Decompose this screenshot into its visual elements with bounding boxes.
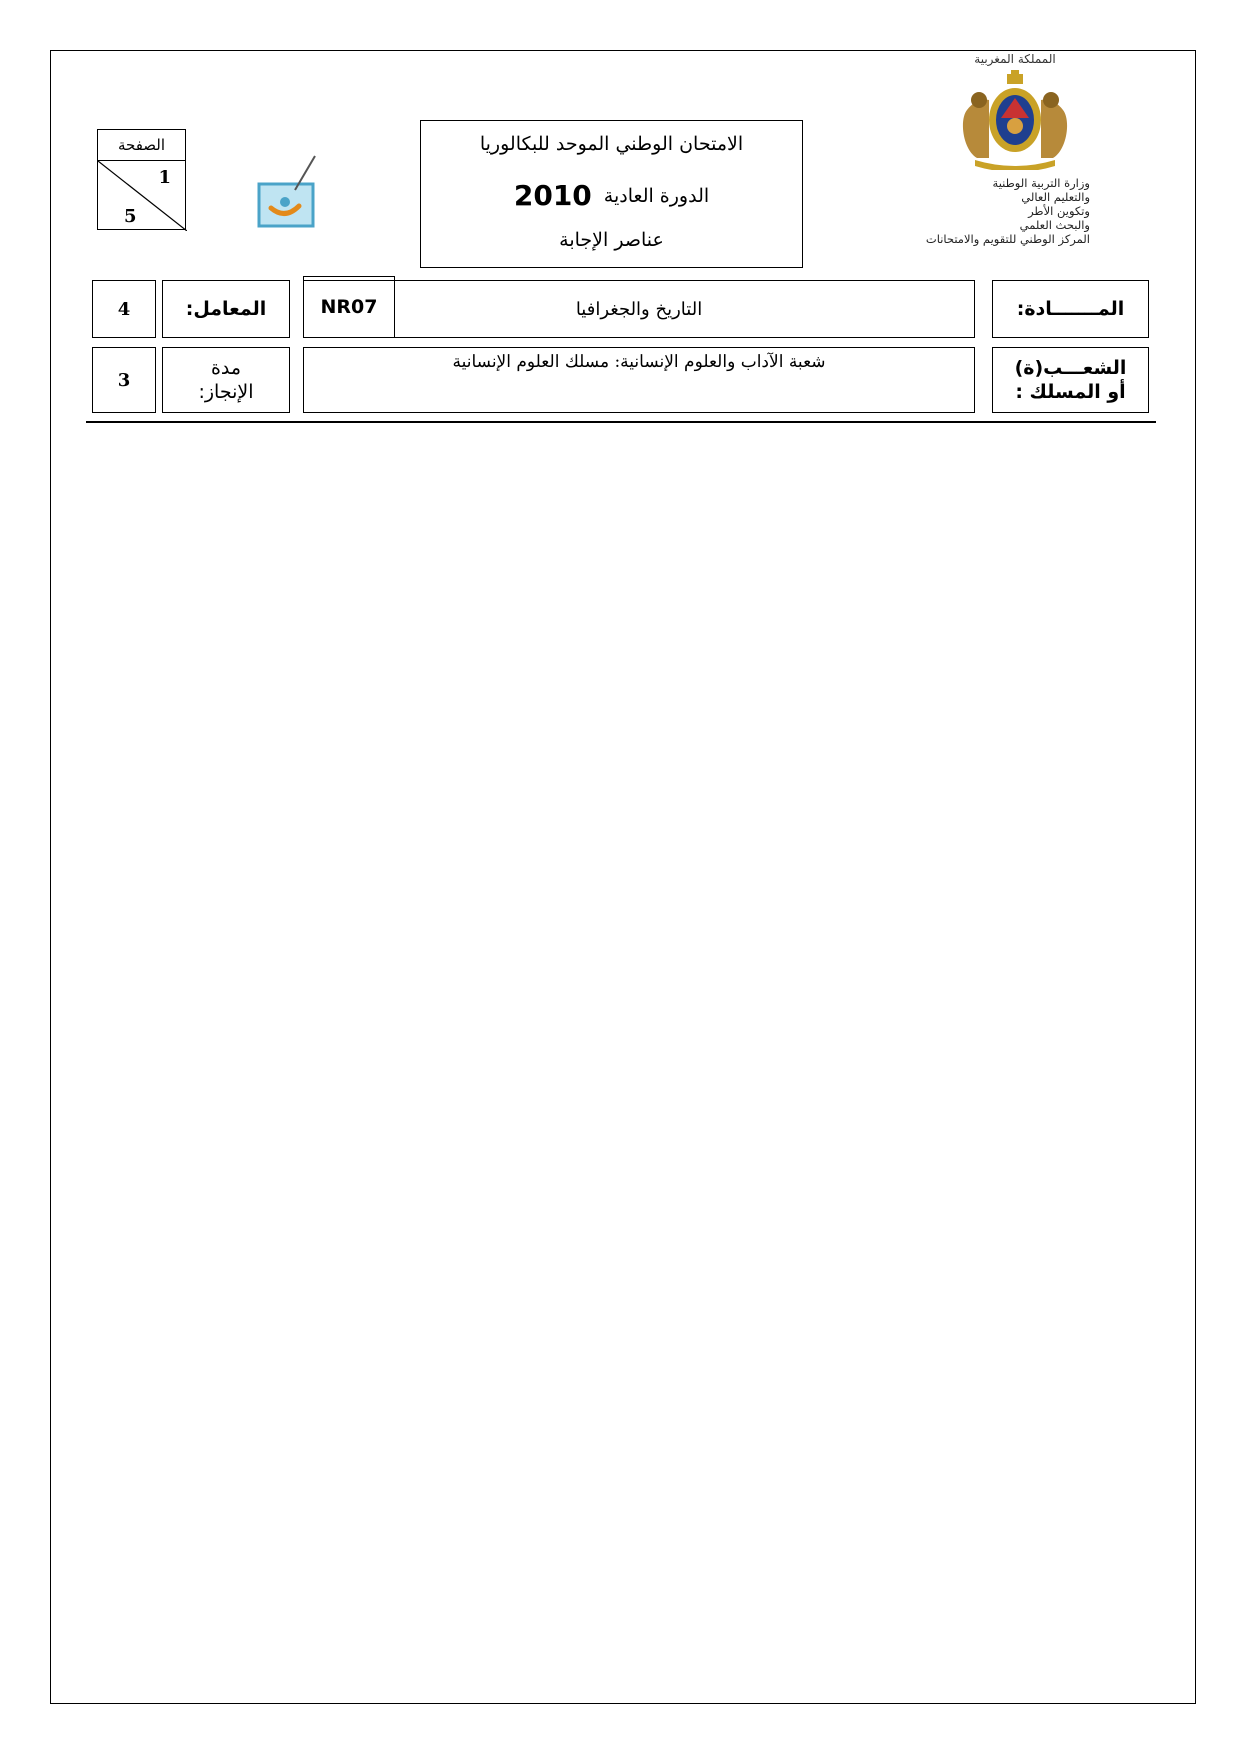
coat-of-arms-icon: [945, 70, 1085, 170]
page-total: 5: [124, 206, 137, 227]
page-current: 1: [158, 167, 171, 188]
exam-center-logo-icon: [255, 150, 321, 230]
duration-label: [162, 347, 290, 413]
duration-label-line2: الإنجاز:: [198, 381, 254, 403]
coefficient-value: 4: [92, 280, 156, 338]
kingdom-label: المملكة المغربية: [974, 52, 1056, 66]
branch-label-line2: أو المسلك :: [1015, 381, 1126, 403]
exam-session: [421, 179, 802, 212]
exam-year: 2010: [513, 179, 592, 212]
exam-title: الامتحان الوطني الموحد للبكالوريا: [479, 133, 744, 155]
page-number-box: [97, 160, 186, 230]
session-label: الدورة العادية: [603, 184, 710, 207]
branch-value: شعبة الآداب والعلوم الإنسانية: مسلك العلوم الإنسانية: [303, 347, 975, 413]
subject-value: التاريخ والجغرافيا: [303, 280, 975, 338]
page-label: الصفحة: [97, 129, 186, 161]
exam-title-box: [420, 120, 803, 268]
ministry-line: المركز الوطني للتقويم والامتحانات: [925, 232, 1090, 246]
ministry-block: [890, 176, 1090, 246]
exam-type: عناصر الإجابة: [559, 229, 664, 251]
diagonal-divider: [98, 161, 187, 231]
branch-label: [992, 347, 1149, 413]
duration-label-line1: مدة: [210, 357, 242, 379]
ministry-line: وزارة التربية الوطنية: [992, 176, 1090, 190]
ministry-line: والبحث العلمي: [1019, 218, 1090, 232]
subject-code: NR07: [303, 276, 395, 338]
branch-label-line1: الشعـــب(ة): [1014, 357, 1127, 379]
ministry-line: والتعليم العالي: [1021, 190, 1090, 204]
coefficient-label: المعامل:: [162, 280, 290, 338]
duration-value: 3: [92, 347, 156, 413]
subject-label: المـــــــادة:: [992, 280, 1149, 338]
header-rule: [86, 421, 1156, 423]
ministry-line: وتكوين الأطر: [1028, 204, 1090, 218]
